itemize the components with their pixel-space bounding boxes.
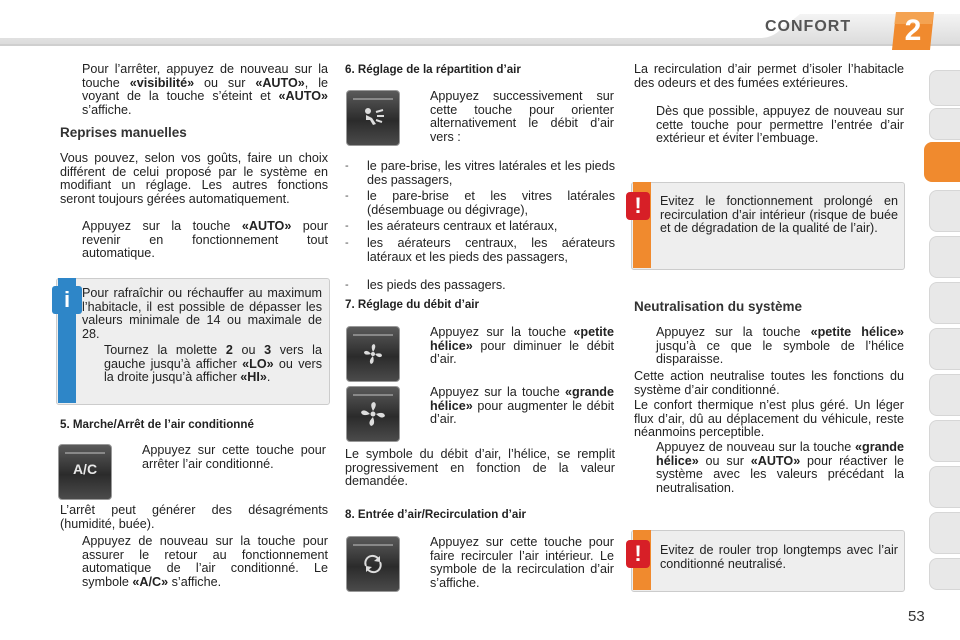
- distribution-list-item: - le pare-brise et les vitres latérales (désembuage ou dégivrage),: [345, 189, 615, 217]
- neutral-paragraph-1: Cette action neutralise toutes les fonctions du système d’air conditionné.: [634, 369, 904, 397]
- warning-2-text: Evitez de rouler trop longtemps avec l’air conditionné neutralisé.: [660, 543, 898, 571]
- recirc-bullet: Appuyez sur cette touche pour faire recirculer l’air intérieur. Le symbole de la recirculation d’air s’affiche.: [430, 535, 614, 590]
- flow-big-bullet: Appuyez sur la touche «grande hélice» pour augmenter le débit d’air.: [430, 385, 614, 427]
- ac-restore-bullet: Appuyez de nouveau sur la touche pour assurer le retour au fonctionnement automatique de l’air conditionné. Le symbole «A/C» s’affiche.: [82, 534, 328, 589]
- page-title: CONFORT: [765, 18, 852, 35]
- recirc-paragraph: La recirculation d’air permet d’isoler l’habitacle des odeurs et des fumées extérieures.: [634, 62, 904, 90]
- small-fan-button[interactable]: [346, 326, 400, 382]
- distribution-bullet: Appuyez successivement sur cette touche pour orienter alternativement le débit d’air vers :: [430, 89, 614, 144]
- manual-heading: Reprises manuelles: [60, 125, 187, 140]
- chapter-tab-7[interactable]: [929, 328, 960, 370]
- neutral-heading: Neutralisation du système: [634, 299, 803, 314]
- flow-paragraph: Le symbole du débit d’air, l’hélice, se remplit progressivement en fonction de la valeur demandée.: [345, 447, 615, 489]
- auto-bullet: Appuyez sur la touche «AUTO» pour revenir en fonctionnement tout automatique.: [82, 219, 328, 261]
- chapter-number: 2: [904, 14, 922, 47]
- warning-1-text: Evitez le fonctionnement prolongé en recirculation d’air intérieur (risque de buée et de dégradation de la qualité de l’air).: [660, 194, 898, 236]
- chapter-tab-5[interactable]: [929, 236, 960, 278]
- chapter-tab-10[interactable]: [929, 466, 960, 508]
- info-note-text: Pour rafraîchir ou réchauffer au maximum l’habitacle, il est possible de dépasser les valeurs minimale de 14 ou maximale de 28.: [82, 286, 322, 341]
- distribution-heading: 6. Réglage de la répartition d’air: [345, 63, 521, 76]
- warning-icon: !: [626, 192, 650, 220]
- chapter-tab-12[interactable]: [929, 558, 960, 590]
- distribution-list-item: - les aérateurs centraux, les aérateurs latéraux et les pieds des passagers,: [345, 236, 615, 264]
- stop-auto-bullet: Pour l’arrêter, appuyez de nouveau sur la touche «visibilité» ou sur «AUTO», le voyant de la touche s’éteint et «AUTO» s’affiche.: [82, 62, 328, 117]
- chapter-badge: [890, 10, 936, 52]
- distribution-list-item: - le pare-brise, les vitres latérales et les pieds des passagers,: [345, 159, 615, 187]
- info-icon: i: [52, 286, 82, 314]
- chapter-tab-1[interactable]: [929, 70, 960, 106]
- chapter-tab-4[interactable]: [929, 190, 960, 232]
- chapter-tab-active[interactable]: [924, 142, 960, 182]
- warning-icon: !: [626, 540, 650, 568]
- recirc-restore-bullet: Dès que possible, appuyez de nouveau sur cette touche pour permettre l’entrée d’air extérieur et éviter l’embuage.: [656, 104, 904, 146]
- recirc-heading: 8. Entrée d’air/Recirculation d’air: [345, 508, 527, 521]
- big-fan-button[interactable]: [346, 386, 400, 442]
- info-note-bullet: Tournez la molette 2 ou 3 vers la gauche jusqu’à afficher «LO» ou vers la droite jusqu’à afficher «HI».: [104, 343, 322, 385]
- ac-paragraph: L’arrêt peut générer des désagréments (humidité, buée).: [60, 503, 328, 531]
- manual-paragraph: Vous pouvez, selon vos goûts, faire un choix différent de celui proposé par le système en modifiant un réglage. Les autres fonctions seront toujours gérées automatiquement.: [60, 151, 328, 206]
- small-fan-icon: [360, 342, 386, 366]
- air-distribution-icon: [360, 106, 386, 130]
- page-number: 53: [908, 608, 925, 625]
- neutral-bullet: Appuyez sur la touche «petite hélice» jusqu’à ce que le symbole de l’hélice disparaisse.: [656, 325, 904, 367]
- flow-small-bullet: Appuyez sur la touche «petite hélice» pour diminuer le débit d’air.: [430, 325, 614, 367]
- ac-button[interactable]: [58, 444, 112, 500]
- chapter-tab-6[interactable]: [929, 282, 960, 324]
- big-fan-icon: [360, 402, 386, 426]
- recirculation-icon: [360, 552, 386, 576]
- chapter-tab-11[interactable]: [929, 512, 960, 554]
- chapter-tab-8[interactable]: [929, 374, 960, 416]
- flow-heading: 7. Réglage du débit d’air: [345, 298, 479, 311]
- ac-button-label: A/C: [72, 461, 98, 477]
- distribution-list-item: - les aérateurs centraux et latéraux,: [345, 219, 558, 233]
- air-distribution-button[interactable]: [346, 90, 400, 146]
- ac-heading: 5. Marche/Arrêt de l’air conditionné: [60, 418, 254, 431]
- neutral-paragraph-2: Le confort thermique n’est plus géré. Un léger flux d’air, dû au déplacement du véhicule, reste néanmoins perceptible.: [634, 398, 904, 440]
- neutral-restore-bullet: Appuyez de nouveau sur la touche «grande hélice» ou sur «AUTO» pour réactiver le système avec les valeurs précédant la neutralisation.: [656, 440, 905, 495]
- chapter-tab-9[interactable]: [929, 420, 960, 462]
- distribution-list-item: - les pieds des passagers.: [345, 278, 506, 292]
- ac-bullet: Appuyez sur cette touche pour arrêter l’air conditionné.: [142, 443, 326, 471]
- recirculation-button[interactable]: [346, 536, 400, 592]
- chapter-tab-2[interactable]: [929, 108, 960, 140]
